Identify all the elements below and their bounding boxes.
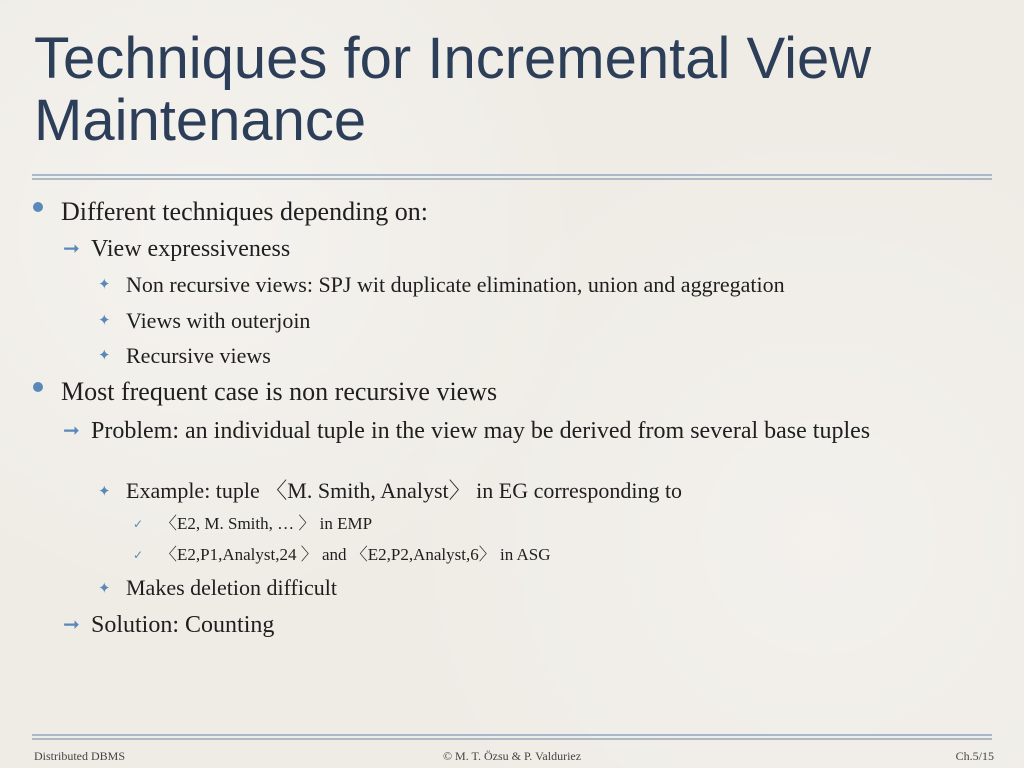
- footer-course: Distributed DBMS: [34, 749, 126, 763]
- star-bullet-icon: ✦: [98, 311, 111, 329]
- list-item: Makes deletion difficult: [126, 575, 337, 600]
- list-item: 〈E2,P1,Analyst,24 〉 and 〈E2,P2,Analyst,6〉 in ASG: [160, 545, 551, 564]
- list-item: Non recursive views: SPJ wit duplicate elimination, union and aggregation: [126, 272, 785, 297]
- arrow-right-icon: ➞: [63, 418, 80, 442]
- list-item: Example: tuple 〈M. Smith, Analyst〉 in EG corresponding to: [126, 478, 683, 503]
- list-item: Problem: an individual tuple in the view may be derived from several base tuples: [91, 418, 871, 444]
- list-item: View expressiveness: [91, 236, 291, 262]
- bullet-dot-icon: [33, 202, 43, 212]
- star-bullet-icon: ✦: [98, 275, 111, 293]
- arrow-right-icon: ➞: [63, 612, 80, 636]
- checkmark-icon: ✓: [133, 548, 144, 562]
- list-item: Recursive views: [126, 343, 271, 368]
- star-bullet-icon: ✦: [98, 346, 111, 364]
- title-divider: [32, 174, 992, 180]
- footer-divider: [32, 734, 992, 740]
- bullet-dot-icon: [33, 382, 43, 392]
- checkmark-icon: ✓: [133, 517, 144, 531]
- list-item: 〈E2, M. Smith, … 〉 in EMP: [160, 514, 373, 533]
- footer-copyright: © M. T. Özsu & P. Valduriez: [442, 749, 582, 763]
- list-item: Views with outerjoin: [126, 308, 311, 333]
- list-item: Different techniques depending on:: [61, 197, 429, 226]
- slide-title: Techniques for Incremental View Maintenance: [34, 26, 872, 153]
- star-bullet-icon: ✦: [98, 579, 111, 597]
- arrow-right-icon: ➞: [63, 236, 80, 260]
- list-item: Most frequent case is non recursive views: [61, 377, 498, 406]
- list-item: Solution: Counting: [91, 612, 275, 638]
- star-bullet-icon: ✦: [98, 482, 111, 500]
- footer-page-number: Ch.5/15: [955, 749, 994, 763]
